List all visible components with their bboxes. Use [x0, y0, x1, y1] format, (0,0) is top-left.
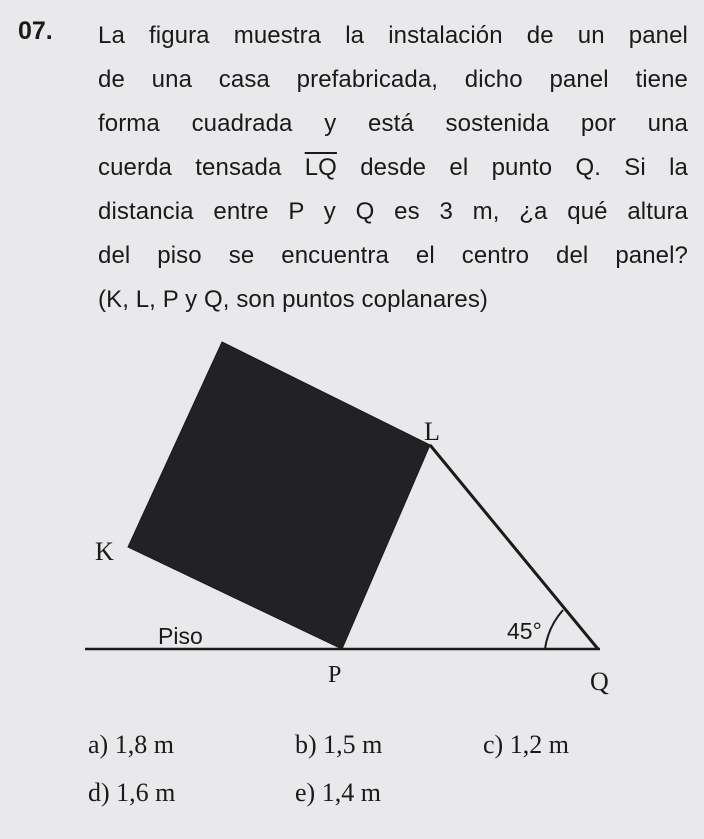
question-line: forma cuadrada y está sostenida por una	[98, 110, 688, 137]
label-angle: 45°	[507, 618, 542, 644]
question-number: 07.	[18, 17, 53, 45]
option-c[interactable]: c) 1,2 m	[483, 730, 569, 759]
angle-arc	[545, 610, 563, 649]
question-fragment: desde el punto Q. Si la	[360, 154, 689, 181]
option-e[interactable]: e) 1,4 m	[295, 778, 381, 807]
segment-lq: $\overline{LQ}$	[304, 154, 337, 181]
option-a[interactable]: a) 1,8 m	[88, 730, 174, 759]
label-floor: Piso	[158, 623, 203, 649]
question-fragment: cuerda tensada	[98, 154, 282, 181]
option-b[interactable]: b) 1,5 m	[295, 730, 383, 759]
label-q: Q	[590, 667, 609, 696]
question-line: La figura muestra la instalación de un panel	[98, 22, 688, 49]
question-line	[98, 146, 688, 190]
question-line: del piso se encuentra el centro del panel?	[98, 242, 688, 269]
question-line: (K, L, P y Q, son puntos coplanares)	[98, 286, 489, 313]
label-p: P	[328, 662, 342, 688]
question-text	[98, 14, 688, 322]
question-line: de una casa prefabricada, dicho panel tiene	[98, 66, 688, 93]
label-l: L	[424, 417, 440, 446]
question-line: distancia entre P y Q es 3 m, ¿a qué altura	[98, 198, 688, 225]
label-k: K	[95, 537, 114, 566]
geometry-figure	[0, 330, 704, 700]
option-d[interactable]: d) 1,6 m	[88, 778, 176, 807]
square-panel	[128, 342, 430, 649]
